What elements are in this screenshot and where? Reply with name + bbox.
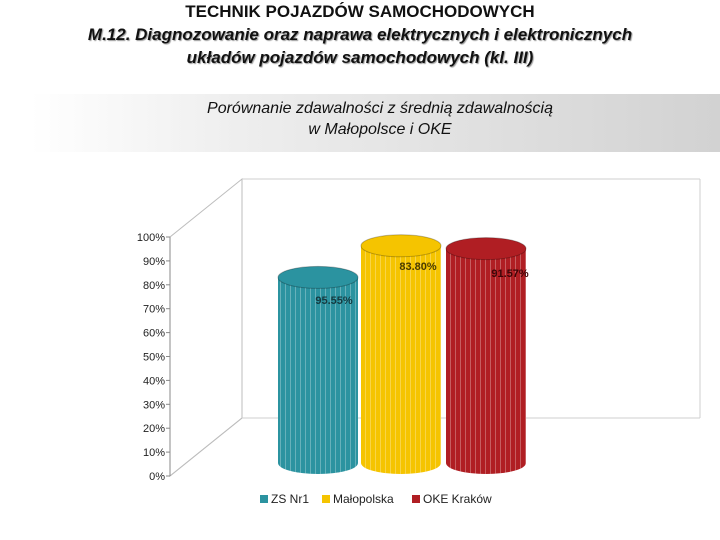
y-tick-label: 30%	[142, 399, 165, 412]
legend-swatch	[260, 495, 268, 503]
title-line3: układów pojazdów samochodowych (kl. III)	[186, 48, 534, 67]
subtitle-line2: w Małopolsce i OKE	[308, 121, 452, 138]
bar-stripes	[361, 246, 441, 474]
y-tick-label: 60%	[142, 327, 165, 340]
y-tick-label: 90%	[142, 255, 165, 268]
y-tick-label: 10%	[142, 447, 165, 460]
y-tick-label: 100%	[136, 232, 165, 244]
legend-swatch	[322, 495, 330, 503]
bar-top	[278, 266, 358, 288]
y-tick-label: 0%	[149, 471, 165, 483]
data-label: 91.57%	[491, 268, 529, 280]
title-block	[0, 0, 720, 69]
y-tick-label: 80%	[142, 279, 165, 292]
y-tick-label: 50%	[142, 351, 165, 364]
chart-subtitle	[120, 98, 640, 140]
bar-stripes	[446, 249, 526, 474]
legend-label: OKE Kraków	[423, 492, 492, 506]
chart-floor-edge	[170, 418, 242, 476]
title-line1: TECHNIK POJAZDÓW SAMOCHODOWYCH	[185, 2, 535, 21]
legend-label: ZS Nr1	[271, 492, 310, 506]
title-line2: M.12. Diagnozowanie oraz naprawa elektrycznych i elektronicznych	[87, 25, 633, 44]
subtitle-line1: Porównanie zdawalności z średnią zdawalnością	[207, 100, 553, 117]
y-tick-label: 20%	[142, 423, 165, 436]
data-label: 83.80%	[399, 261, 437, 273]
legend-label: Małopolska	[333, 492, 394, 506]
bar-chart	[0, 160, 720, 530]
data-label: 95.55%	[315, 295, 353, 307]
bar-top	[361, 235, 441, 257]
bar-top	[446, 238, 526, 260]
y-tick-label: 70%	[142, 303, 165, 316]
y-tick-label: 40%	[142, 375, 165, 388]
legend-swatch	[412, 495, 420, 503]
chart-side-wall	[170, 179, 242, 476]
